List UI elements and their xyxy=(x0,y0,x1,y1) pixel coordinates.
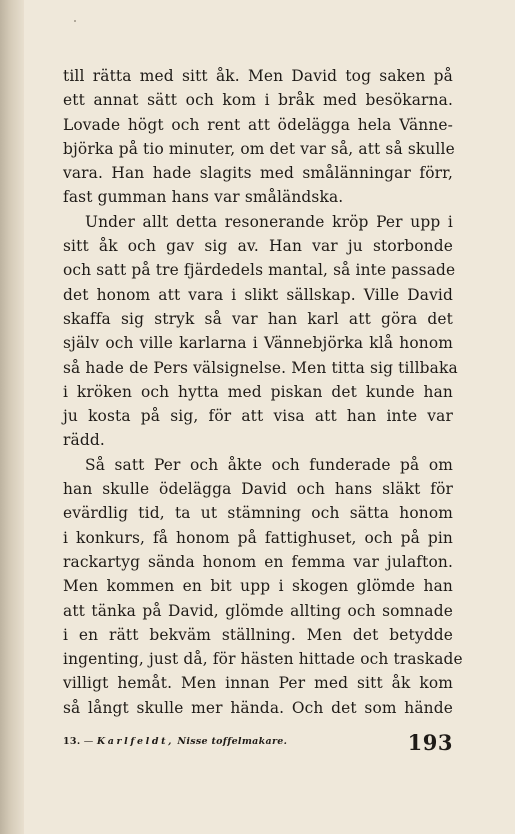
text-line: och satt på tre fjärdedels mantal, så inte passade xyxy=(63,261,456,280)
text-line: han skulle ödelägga David och hans släkt för xyxy=(63,480,453,499)
text-line: björka på tio minuter, om det var så, att så skulle xyxy=(63,139,455,158)
text-line: i en rätt bekväm ställning. Men det betydde xyxy=(63,625,453,644)
body-text xyxy=(63,64,463,720)
text-line: fast gumman hans var småländska. xyxy=(63,188,344,207)
text-line: Men kommen en bit upp i skogen glömde han xyxy=(63,577,453,596)
text-line: så långt skulle mer hända. Och det som hände xyxy=(63,698,453,717)
text-line: Lovade högt och rent att ödelägga hela Vänne- xyxy=(63,115,453,134)
text-line: själv och ville karlarna i Vännebjörka klå honom xyxy=(63,334,453,353)
signature-dash: — xyxy=(83,736,94,747)
text-line: så hade de Pers välsignelse. Men titta sig tillbaka xyxy=(63,358,458,377)
text-line: villigt hemåt. Men innan Per med sitt åk kom xyxy=(63,674,453,693)
paper-speck xyxy=(74,20,76,22)
text-line: i kröken och hytta med piskan det kunde han xyxy=(63,382,453,401)
text-line: det honom att vara i slikt sällskap. Ville David xyxy=(63,285,453,304)
text-line: till rätta med sitt åk. Men David tog saken på xyxy=(63,67,453,85)
text-line: i konkurs, få honom på fattighuset, och på pin xyxy=(63,528,453,547)
text-line: ett annat sätt och kom i bråk med besökarna. xyxy=(63,91,453,110)
text-line: att tänka på David, glömde allting och somnade xyxy=(63,601,453,620)
signature-title: Nisse toffelmakare. xyxy=(177,736,288,747)
printer-signature xyxy=(63,736,287,747)
book-gutter xyxy=(0,0,24,834)
text-line: evärdlig tid, ta ut stämning och sätta honom xyxy=(63,504,453,523)
text-line: ju kosta på sig, för att visa att han inte var xyxy=(63,407,453,426)
signature-number: 13. xyxy=(63,736,81,747)
signature-author: Karlfeldt, xyxy=(96,736,175,747)
text-line: rackartyg sända honom en femma var julafton. xyxy=(63,552,453,571)
text-line: Under allt detta resonerande kröp Per upp i xyxy=(85,212,453,231)
text-line: vara. Han hade slagits med smålänningar förr, xyxy=(63,164,453,183)
text-line: Så satt Per och åkte och funderade på om xyxy=(85,455,453,474)
text-line: ingenting, just då, för hästen hittade och traskade xyxy=(63,650,463,669)
text-line: skaffa sig stryk så var han karl att göra det xyxy=(63,309,453,328)
page-footer xyxy=(63,730,453,758)
page-number: 193 xyxy=(407,730,453,755)
text-line: rädd. xyxy=(63,431,105,450)
text-line: sitt åk och gav sig av. Han var ju storbonde xyxy=(63,237,453,256)
